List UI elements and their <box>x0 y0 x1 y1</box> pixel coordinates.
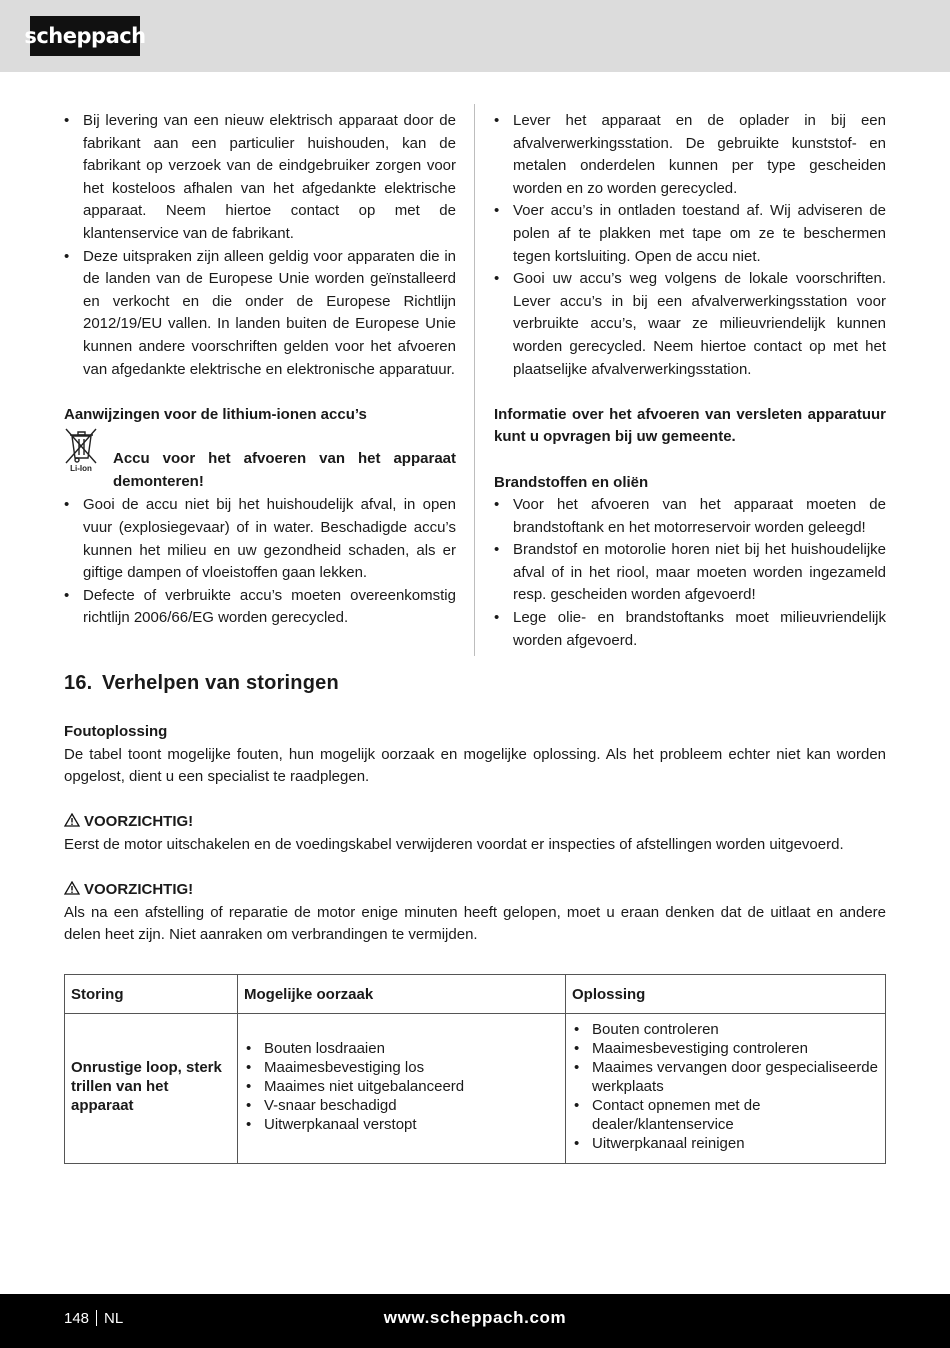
list-item: • Bij levering van een nieuw elektrisch apparaat door de fabrikant aan een particulier huishouden, kan de fabrikant op verzoek van de eindgebruiker zorgen voor het kosteloos afhalen van het afgedankte elektrische apparaat. Neem hiertoe contact op met de klantenservice van de fabrikant. <box>64 110 456 246</box>
right-column <box>494 110 886 652</box>
cause-item: • Bouten losdraaien <box>244 1039 559 1058</box>
troubleshooting-table <box>64 974 886 1164</box>
warning-triangle-icon <box>64 813 80 827</box>
solution-item: • Contact opnemen met de dealer/klantenservice <box>572 1096 879 1134</box>
cause-item: • V-snaar beschadigd <box>244 1096 559 1115</box>
solution-item: • Maaimesbevestiging controleren <box>572 1039 879 1058</box>
column-header: Oplossing <box>566 975 886 1014</box>
solution-cell <box>566 1014 886 1164</box>
warning-text: Als na een afstelling of reparatie de motor enige minuten heeft gelopen, moet u eraan denken dat de uitlaat en andere delen heet zijn. Niet aanraken om verbrandingen te vermijden. <box>64 903 886 944</box>
list-item: • Gooi uw accu’s weg volgens de lokale voorschriften. Lever accu’s in bij een afvalverwerkingsstation voor verbruikte accu’s, waar ze milieuvriendelijk kunnen worden gerecycled. Neem hiertoe contact op met het plaatselijke afvalverwerkingsstation. <box>494 268 886 381</box>
footer <box>0 1294 950 1348</box>
list-item: • Deze uitspraken zijn alleen geldig voor apparaten die in de landen van de Europese Unie worden geïnstalleerd en verkocht en die onder de Europese Richtlijn 2012/19/EU vallen. In landen buiten de Europese Unie kunnen andere voorschriften gelden voor het afvoeren van afgedankte elektrische en elektronische apparatuur. <box>64 246 456 382</box>
list-item: • Voor het afvoeren van het apparaat moeten de brandstoftank en het motorreservoir worden geleegd! <box>494 494 886 539</box>
warning-label: VOORZICHTIG! <box>84 813 194 830</box>
cause-cell <box>238 1014 566 1164</box>
column-header: Storing <box>65 975 238 1014</box>
list-item: • Brandstof en motorolie horen niet bij het huishoudelijke afval of in het riool, maar moeten worden ingezameld resp. gescheiden worden afgevoerd! <box>494 539 886 607</box>
website-link[interactable]: www.scheppach.com <box>383 1308 567 1327</box>
page-number: 148 <box>64 1310 90 1327</box>
intro-text: De tabel toont mogelijke fouten, hun mogelijk oorzaak en mogelijke oplossing. Als het probleem echter niet kan worden opgelost, dient u een specialist te raadplegen. <box>64 745 886 786</box>
header-band <box>0 0 950 72</box>
list-item: • Voer accu’s in ontladen toestand af. Wij adviseren de polen af te plakken met tape om ze te beschermen tegen kortsluiting. Open de accu niet. <box>494 200 886 268</box>
crossed-bin-icon <box>64 426 98 472</box>
solution-item: • Maaimes vervangen door gespecialiseerde werkplaats <box>572 1058 879 1096</box>
scheppach-logo: scheppach <box>30 16 140 56</box>
list-item: • Gooi de accu niet bij het huishoudelijk afval, in open vuur (explosiegevaar) of in water. Beschadigde accu’s kunnen het milieu en uw gezondheid schaden, als er giftige dampen of vloeistoffen gaan lekken. <box>64 494 456 584</box>
cause-item: • Maaimes niet uitgebalanceerd <box>244 1077 559 1096</box>
list-item: • Defecte of verbruikte accu’s moeten overeenkomstig richtlijn 2006/66/EG worden gerecycled. <box>64 585 456 630</box>
disposal-info: Informatie over het afvoeren van versleten apparatuur kunt u opvragen bij uw gemeente. <box>494 405 886 446</box>
warning-text: Eerst de motor uitschakelen en de voedingskabel verwijderen voordat er inspecties of afstellingen worden uitgevoerd. <box>64 835 844 853</box>
column-header: Mogelijke oorzaak <box>238 975 566 1014</box>
warning-block <box>64 811 886 856</box>
section-title <box>64 672 339 695</box>
section-number: 16. <box>64 672 93 694</box>
list-item: • Lege olie- en brandstoftanks moet milieuvriendelijk worden afgevoerd. <box>494 607 886 652</box>
table-row <box>65 1014 886 1164</box>
language-code: NL <box>104 1310 124 1327</box>
li-ion-label: Li-Ion <box>70 464 92 473</box>
subheading: Foutoplossing <box>64 723 168 740</box>
warning-block <box>64 879 886 947</box>
table-header-row <box>65 975 886 1014</box>
cause-item: • Maaimesbevestiging los <box>244 1058 559 1077</box>
warning-triangle-icon <box>64 881 80 895</box>
left-column <box>64 110 456 630</box>
cause-item: • Uitwerpkanaal verstopt <box>244 1115 559 1134</box>
fault-cell: Onrustige loop, sterk trillen van het apparaat <box>65 1014 238 1164</box>
solution-item: • Bouten controleren <box>572 1020 879 1039</box>
section-title-text: Verhelpen van storingen <box>102 672 339 694</box>
fuel-heading: Brandstoffen en oliën <box>494 473 649 491</box>
weee-text: Accu voor het afvoeren van het apparaat demonteren! <box>113 450 456 490</box>
solution-item: • Uitwerpkanaal reinigen <box>572 1134 879 1153</box>
list-item: • Lever het apparaat en de oplader in bij een afvalverwerkingsstation. De gebruikte kunststof- en metalen onderdelen kunnen per type gescheiden worden en zo worden gerecycled. <box>494 110 886 200</box>
column-divider <box>474 104 475 656</box>
lithium-heading: Aanwijzingen voor de lithium-ionen accu’s <box>64 405 367 423</box>
weee-notice <box>64 426 456 490</box>
warning-label: VOORZICHTIG! <box>84 881 194 898</box>
troubleshooting-intro <box>64 721 886 789</box>
